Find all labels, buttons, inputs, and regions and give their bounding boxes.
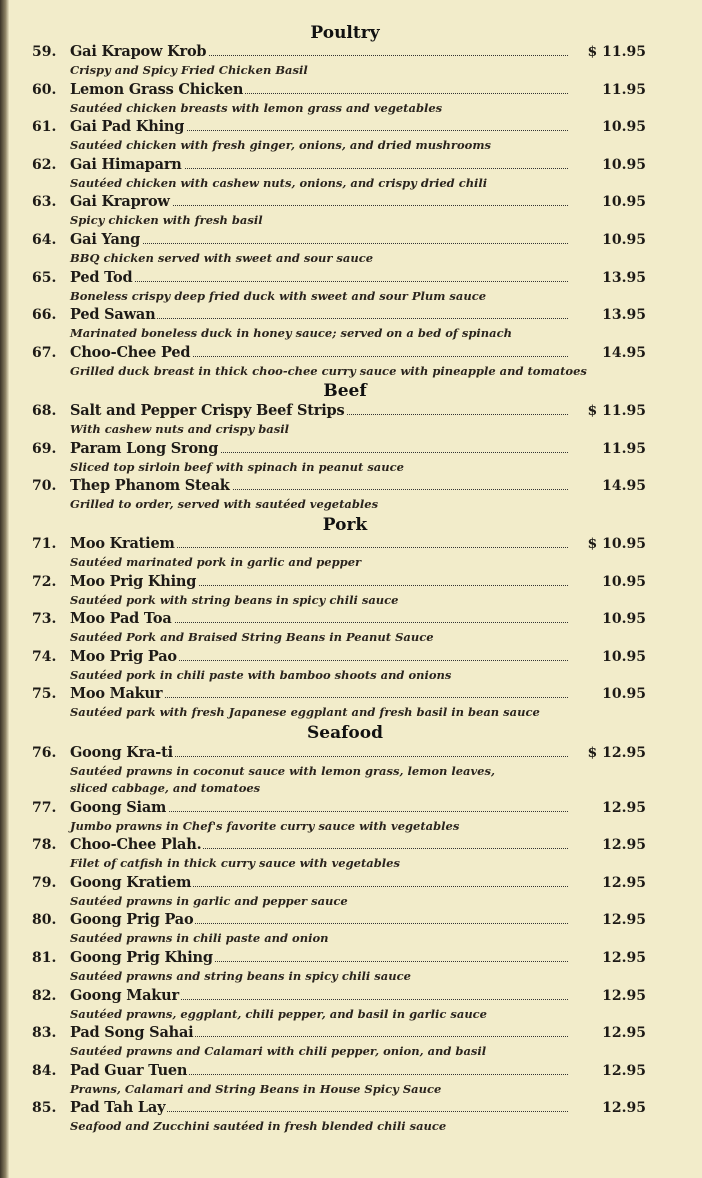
item-price: $ 10.95 <box>587 536 646 552</box>
item-description: Boneless crispy deep fried duck with sweet and sour Plum sauce <box>70 288 487 303</box>
item-name: Gai Krapow Krob <box>70 43 207 60</box>
item-name: Thep Phanom Steak <box>70 477 230 495</box>
item-number: 67. <box>32 344 57 361</box>
section-heading-seafood: Seafood <box>307 723 383 743</box>
item-price: 10.95 <box>602 156 646 173</box>
section-heading-pork: Pork <box>322 515 368 535</box>
item-name: Goong Prig Khing <box>70 949 213 966</box>
item-description: Seafood and Zucchini sautéed in fresh blended chili sauce <box>70 1119 447 1134</box>
item-number: 65. <box>32 269 57 286</box>
item-price: 10.95 <box>602 194 646 211</box>
item-price: $ 11.95 <box>587 44 646 60</box>
item-name: Pad Tah Lay <box>70 1099 166 1117</box>
item-name: Moo Prig Khing <box>70 572 197 590</box>
dot-leader <box>72 281 568 282</box>
item-price: 14.95 <box>602 344 646 361</box>
menu-item <box>0 1023 702 1043</box>
item-description: Sautéed pork in chili paste with bamboo shoots and onions <box>70 667 452 682</box>
menu-item <box>0 42 702 62</box>
item-number: 75. <box>32 686 57 703</box>
item-description: Grilled to order, served with sautéed vegetables <box>70 497 379 512</box>
item-price: 12.95 <box>602 874 646 891</box>
item-price: 10.95 <box>602 119 646 136</box>
menu-item <box>0 192 702 212</box>
menu-item <box>0 948 702 968</box>
item-number: 59. <box>32 44 57 60</box>
item-price: 12.95 <box>602 987 646 1004</box>
item-description: Sautéed chicken with cashew nuts, onions, and crispy dried chili <box>70 175 488 190</box>
item-number: 83. <box>32 1025 57 1042</box>
menu-item <box>0 1098 702 1118</box>
item-price: 12.95 <box>602 1100 646 1117</box>
item-description: Sautéed prawns in garlic and pepper sauce <box>70 893 348 908</box>
menu-item <box>0 743 702 763</box>
item-price: 13.95 <box>602 307 646 324</box>
item-number: 82. <box>32 987 57 1004</box>
item-price: 12.95 <box>602 799 646 816</box>
item-description: sliced cabbage, and tomatoes <box>70 781 261 795</box>
section-heading-poultry: Poultry <box>310 23 380 43</box>
item-number: 73. <box>32 611 57 628</box>
item-name: Ped Tod <box>70 268 133 286</box>
item-name: Ped Sawan <box>70 306 156 324</box>
item-description: BBQ chicken served with sweet and sour sauce <box>70 251 374 265</box>
item-number: 70. <box>32 478 57 495</box>
menu-item <box>0 343 702 363</box>
item-description: Sautéed pork with string beans in spicy chili sauce <box>70 592 399 607</box>
menu-item <box>0 155 702 175</box>
item-name: Goong Kra-ti <box>70 744 173 761</box>
section-heading-beef: Beef <box>323 381 367 401</box>
menu-item <box>0 572 702 592</box>
item-description: Sautéed Pork and Braised String Beans in Peanut Sauce <box>70 630 434 645</box>
item-number: 77. <box>32 799 57 816</box>
item-description: Grilled duck breast in thick choo-chee curry sauce with pineapple and tomatoes <box>70 363 587 378</box>
menu-item <box>0 609 702 629</box>
menu-item <box>0 401 702 421</box>
item-number: 60. <box>32 81 57 98</box>
item-number: 63. <box>32 194 57 211</box>
item-name: Moo Kratiem <box>70 535 175 552</box>
item-price: 10.95 <box>602 648 646 665</box>
menu-item <box>0 910 702 930</box>
item-name: Goong Makur <box>70 986 179 1004</box>
menu-item <box>0 1061 702 1081</box>
item-number: 71. <box>32 536 57 552</box>
item-description: Jumbo prawns in Chef's favorite curry sauce with vegetables <box>70 818 460 833</box>
menu-item <box>0 268 702 288</box>
item-number: 69. <box>32 440 57 457</box>
item-number: 84. <box>32 1062 57 1079</box>
menu-item <box>0 476 702 496</box>
item-price: 12.95 <box>602 1025 646 1042</box>
item-description: Sautéed marinated pork in garlic and pepper <box>70 555 362 569</box>
item-number: 64. <box>32 232 57 248</box>
menu-item <box>0 534 702 554</box>
menu-item <box>0 647 702 667</box>
item-name: Gai Himaparn <box>70 155 182 173</box>
item-price: 12.95 <box>602 950 646 966</box>
menu-item <box>0 117 702 137</box>
item-name: Choo-Chee Ped <box>70 343 191 361</box>
item-number: 78. <box>32 837 57 854</box>
item-price: 10.95 <box>602 573 646 590</box>
item-description: Crispy and Spicy Fried Chicken Basil <box>70 63 308 77</box>
item-description: Sliced top sirloin beef with spinach in peanut sauce <box>70 459 404 474</box>
menu-item <box>0 439 702 459</box>
dot-leader <box>72 243 568 244</box>
item-description: Spicy chicken with fresh basil <box>70 213 263 228</box>
item-description: Sautéed chicken with fresh ginger, onions, and dried mushrooms <box>70 138 491 153</box>
item-name: Choo-Chee Plah. <box>70 836 202 854</box>
item-description: Sautéed chicken breasts with lemon grass and vegetables <box>70 100 443 115</box>
item-description: Prawns, Calamari and String Beans in House Spicy Sauce <box>70 1081 442 1096</box>
item-number: 72. <box>32 573 57 590</box>
item-number: 74. <box>32 648 57 665</box>
item-description: Marinated boneless duck in honey sauce; served on a bed of spinach <box>70 326 512 341</box>
item-name: Gai Pad Khing <box>70 118 185 136</box>
menu-item <box>0 873 702 893</box>
item-name: Lemon Grass Chicken <box>70 80 244 98</box>
item-number: 76. <box>32 745 57 761</box>
item-price: $ 11.95 <box>587 403 646 419</box>
item-price: 10.95 <box>602 686 646 703</box>
menu-item <box>0 986 702 1006</box>
item-number: 80. <box>32 912 57 929</box>
item-number: 66. <box>32 307 57 324</box>
item-price: 12.95 <box>602 912 646 929</box>
item-description: Sautéed prawns, eggplant, chili pepper, and basil in garlic sauce <box>70 1006 487 1021</box>
item-name: Moo Pad Toa <box>70 610 172 628</box>
item-name: Pad Guar Tuen <box>70 1061 188 1079</box>
item-name: Param Long Srong <box>70 439 219 457</box>
item-name: Goong Kratiem <box>70 873 192 891</box>
item-price: $ 12.95 <box>587 745 646 761</box>
menu-item <box>0 798 702 818</box>
item-description: Sautéed prawns in chili paste and onion <box>70 931 329 946</box>
item-description: With cashew nuts and crispy basil <box>70 422 289 436</box>
item-description: Sautéed prawns in coconut sauce with lemon grass, lemon leaves, <box>70 764 495 778</box>
item-number: 79. <box>32 874 57 891</box>
item-name: Gai Yang <box>70 231 141 248</box>
item-price: 11.95 <box>602 440 646 457</box>
item-description: Sautéed prawns and string beans in spicy chili sauce <box>70 969 411 983</box>
menu-item <box>0 230 702 250</box>
item-name: Pad Song Sahai <box>70 1024 194 1042</box>
item-description: Sautéed park with fresh Japanese eggplant and fresh basil in bean sauce <box>70 705 540 720</box>
item-name: Goong Siam <box>70 798 167 816</box>
menu-item <box>0 305 702 325</box>
item-description: Sautéed prawns and Calamari with chili pepper, onion, and basil <box>70 1044 487 1059</box>
item-name: Moo Prig Pao <box>70 647 177 665</box>
item-price: 10.95 <box>602 611 646 628</box>
item-number: 62. <box>32 156 57 173</box>
item-description: Filet of catfish in thick curry sauce with vegetables <box>70 856 400 871</box>
item-price: 14.95 <box>602 478 646 495</box>
item-price: 10.95 <box>602 232 646 248</box>
item-price: 12.95 <box>602 837 646 854</box>
menu-item <box>0 684 702 704</box>
item-number: 81. <box>32 950 57 966</box>
item-name: Moo Makur <box>70 685 163 703</box>
item-price: 13.95 <box>602 269 646 286</box>
item-name: Goong Prig Pao <box>70 911 194 929</box>
menu-item <box>0 835 702 855</box>
item-number: 61. <box>32 119 57 136</box>
item-number: 85. <box>32 1100 57 1117</box>
item-number: 68. <box>32 403 57 419</box>
item-price: 11.95 <box>602 81 646 98</box>
menu-item <box>0 80 702 100</box>
item-name: Gai Kraprow <box>70 193 170 211</box>
item-price: 12.95 <box>602 1062 646 1079</box>
item-name: Salt and Pepper Crispy Beef Strips <box>70 402 345 419</box>
